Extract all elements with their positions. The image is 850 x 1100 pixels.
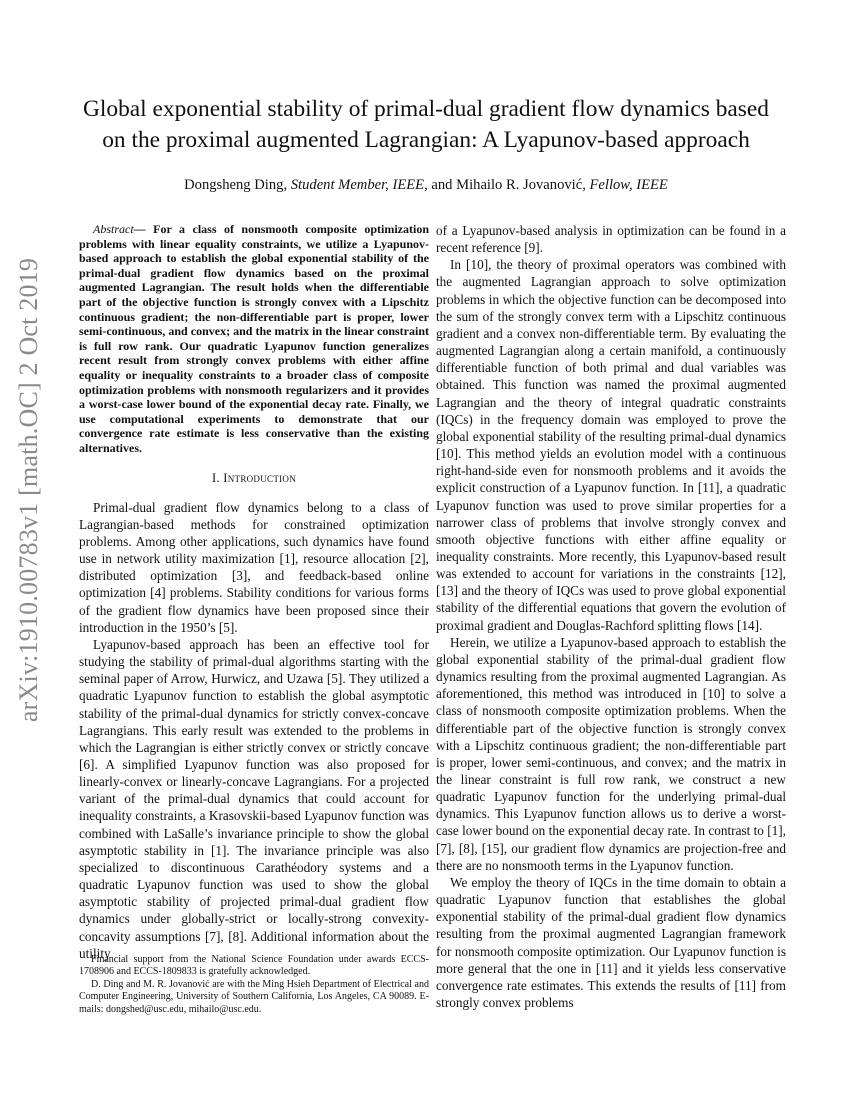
author-line (70, 175, 782, 195)
arxiv-sidebar (4, 257, 54, 723)
footnote-affiliation: D. Ding and M. R. Jovanović are with the Ming Hsieh Department of Electrical and Computer Engineering, University of Southern California, Los Angeles, CA 90089. E-mails: dongshed@usc.edu, mihailo@usc.edu. (79, 978, 429, 1015)
paragraph: of a Lyapunov-based analysis in optimization can be found in a recent reference [9]. (436, 223, 786, 256)
footnotes (79, 954, 429, 1016)
paragraph: We employ the theory of IQCs in the time domain to obtain a quadratic Lyapunov function that establishes the global exponential stability of the primal-dual gradient flow dynamics resulting from the proximal augmented Lagrangian framework for nonsmooth composite optimization. Our Lyapunov function is more general that the one in [11] and it yields less conservative convergence rate estimates. This extends the results of [11] from strongly convex problems (436, 874, 786, 1011)
author-affiliation-role: Student Member, IEEE, (290, 177, 428, 193)
abstract-text: — For a class of nonsmooth composite optimization problems with linear equality constraints, we utilize a Lyapunov-based approach to establish the global exponential stability of the primal-dual gradient flow dynamics based on the proximal augmented Lagrangian. The result holds when the differentiable part of the objective function is strongly convex with a Lipschitz continuous gradient; the non-differentiable part is proper, lower semi-continuous, and convex; and the matrix in the linear constraint is full row rank. Our quadratic Lyapunov function generalizes recent result from strongly convex problems with either affine equality or inequality constraints to a broader class of composite optimization problems with nonsmooth regularizers and it provides a worst-case lower bound of the exponential decay rate. Finally, we use computational experiments to demonstrate that our convergence rate estimate is less conservative than the existing alternatives. (79, 222, 429, 455)
footnote-funding: Financial support from the National Science Foundation under awards ECCS-1708906 and ECCS-1809833 is gratefully acknowledged. (79, 954, 429, 978)
paragraph: Herein, we utilize a Lyapunov-based approach to establish the global exponential stability of the primal-dual gradient flow dynamics resulting from the proximal augmented Lagrangian. As aforementioned, this method was introduced in [10] to solve a class of nonsmooth composite optimization problems. When the differentiable part of the objective function is strongly convex with a Lipschitz continuous gradient; the non-differentiable part is proper, lower semi-continuous, and convex; and the matrix in the linear constraint is full row rank, we construct a new quadratic Lyapunov function for the underlying primal-dual dynamics. This Lyapunov function allows us to derive a worst-case lower bound on the exponential decay rate. In contrast to [1], [7], [8], [15], our gradient flow dynamics are projection-free and there are no nonsmooth terms in the Lyapunov function. (436, 634, 786, 873)
right-column (436, 222, 786, 1011)
author-name: Dongsheng Ding, (184, 177, 288, 193)
paragraph: Primal-dual gradient flow dynamics belong to a class of Lagrangian-based methods for constrained optimization problems. Among other applications, such dynamics have found use in network utility maximization [1], resource allocation [2], distributed optimization [3], and feedback-based online optimization [4] problems. Stability conditions for various forms of the gradient flow dynamics have been proposed since their introduction in the 1950’s [5]. (79, 499, 429, 635)
paragraph: In [10], the theory of proximal operators was combined with the augmented Lagrangian approach to solve optimization problems in which the objective function can be decomposed into the sum of the strongly convex term with a Lipschitz continuous gradient and a convex non-differentiable term. By evaluating the augmented Lagrangian along a certain manifold, a continuously differentiable function of both primal and dual variables was obtained. This function was named the proximal augmented Lagrangian and the theory of integral quadratic constraints (IQCs) in the frequency domain was employed to prove the global exponential stability of the resulting primal-dual dynamics [10]. This method yields an evolution model with a continuous right-hand-side even for nonsmooth problems and it avoids the explicit construction of a Lyapunov function. In [11], a quadratic Lyapunov function was used to prove similar properties for a narrower class of problems that involve strongly convex and smooth objective functions with either affine equality or inequality constraints. More recently, this Lyapunov-based result was extended to account for variations in the constraints [12], [13] and the theory of IQCs was used to prove global exponential stability of the differential equations that govern the evolution of proximal gradient and Douglas-Rachford splitting flows [14]. (436, 257, 786, 633)
paragraph: Lyapunov-based approach has been an effective tool for studying the stability of primal-dual algorithms starting with the seminal paper of Arrow, Hurwicz, and Uzawa [5]. They utilized a quadratic Lyapunov function to establish the global asymptotic stability of the primal-dual dynamics for strictly convex-concave Lagrangians. This early result was extended to the problems in which the Lagrangian is either strictly convex or strictly concave [6]. A simplified Lyapunov function was also proposed for linearly-convex or linearly-concave Lagrangians. For a projected variant of the primal-dual dynamics that could account for inequality constraints, a Krasovskii-based Lyapunov function was combined with LaSalle’s invariance principle to show the global asymptotic stability in [1]. The invariance principle was also specialized to discontinuous Carathéodory systems and a quadratic Lyapunov function was used to show the global asymptotic stability of projected primal-dual gradient flow dynamics under globally-strict or locally-strong convexity-concavity assumptions [7], [8]. Additional information about the utility (79, 636, 429, 961)
author-connector: and (431, 177, 453, 193)
paper-title: Global exponential stability of primal-dual gradient flow dynamics based on the proximal augmented Lagrangian: A Lyapunov-based approach (83, 96, 769, 153)
left-column (79, 222, 429, 962)
arxiv-identifier: arXiv:1910.00783v1 [math.OC] 2 Oct 2019 (14, 257, 43, 723)
author-affiliation-role: Fellow, IEEE (589, 177, 668, 193)
section-heading: I. Introduction (211, 470, 297, 485)
author-name: Mihailo R. Jovanović, (456, 177, 586, 193)
abstract (79, 222, 429, 456)
abstract-label: Abstract (93, 222, 134, 236)
